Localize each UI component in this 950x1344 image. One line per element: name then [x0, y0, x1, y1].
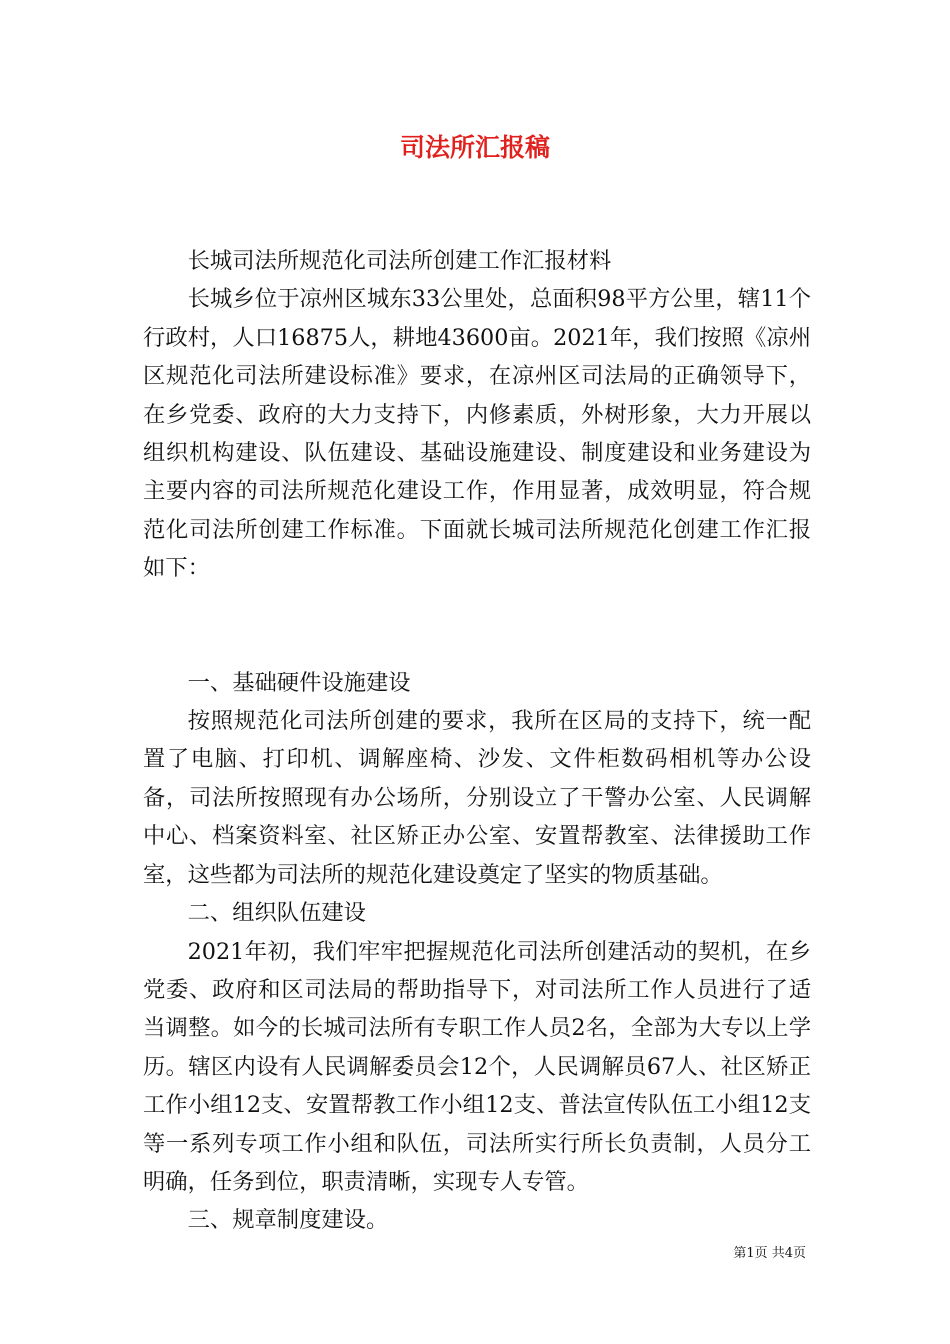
section-paragraph-1: 按照规范化司法所创建的要求，我所在区局的支持下，统一配置了电脑、打印机、调解座椅、沙发、文件柜数码相机等办公设备，司法所按照现有办公场所，分别设立了干警办公室、人民调解中心、档案资料室、社区矫正办公室、安置帮教室、法律援助工作室，这些都为司法所的规范化建设奠定了坚实的物质基础。	[143, 708, 811, 888]
document-title: 司法所汇报稿	[399, 133, 550, 162]
section-heading-1: 一、基础硬件设施建设	[187, 669, 411, 696]
section-paragraph-2: 2021年初，我们牢牢把握规范化司法所创建活动的契机，在乡党委、政府和区司法局的帮助指导下，对司法所工作人员进行了适当调整。如今的长城司法所有专职工作人员2名，全部为大专以上学历。辖区内设有人民调解委员会12个，人民调解员67人、社区矫正工作小组12支、安置帮教工作小组12支、普法宣传队伍工小组12支等一系列专项工作小组和队伍，司法所实行所长负责制，人员分工明确，任务到位，职责清晰，实现专人专管。	[143, 938, 811, 1195]
document-body	[143, 242, 811, 1240]
page-number: 第1页 共4页	[733, 1246, 806, 1261]
intro-paragraph: 长城乡位于凉州区城东33公里处，总面积98平方公里，辖11个行政村，人口16875人，耕地43600亩。2021年，我们按照《凉州区规范化司法所建设标准》要求，在凉州区司法局的正确领导下，在乡党委、政府的大力支持下，内修素质，外树形象，大力开展以组织机构建设、队伍建设、基础设施建设、制度建设和业务建设为主要内容的司法所规范化建设工作，作用显著，成效明显，符合规范化司法所创建工作标准。下面就长城司法所规范化创建工作汇报如下：	[143, 286, 811, 582]
material-heading: 长城司法所规范化司法所创建工作汇报材料	[187, 248, 612, 274]
section-heading-2: 二、组织队伍建设	[187, 900, 366, 927]
section-heading-3: 三、规章制度建设。	[187, 1207, 389, 1234]
paragraph-gap	[143, 588, 811, 664]
